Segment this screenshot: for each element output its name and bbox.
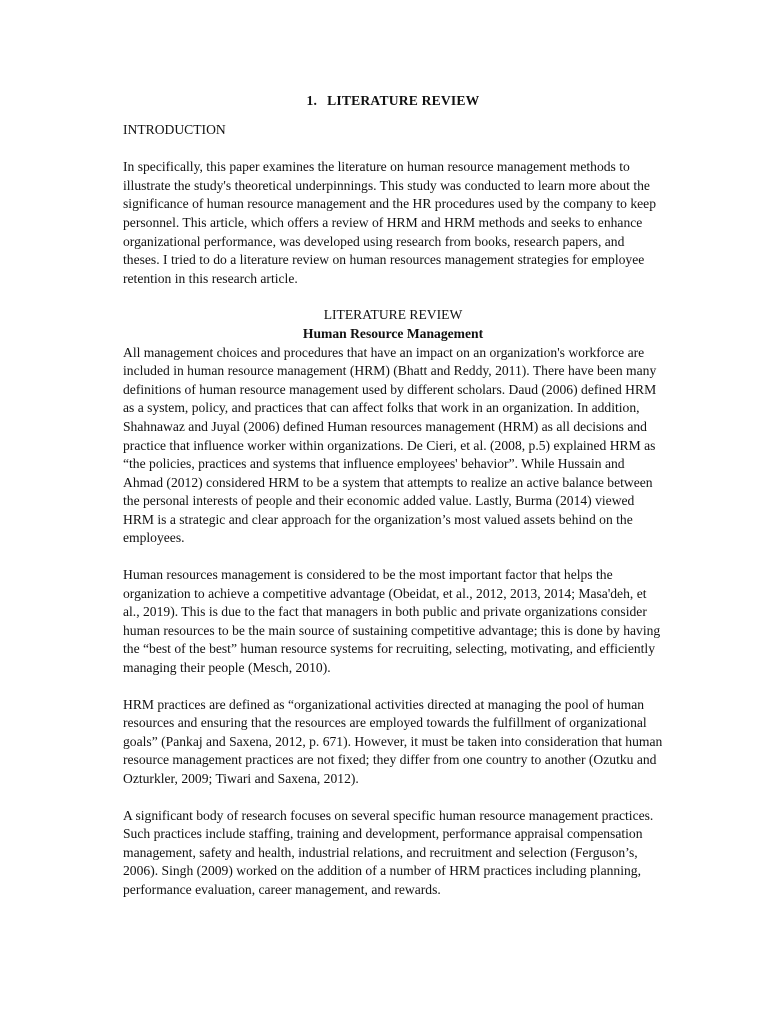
- section-title: LITERATURE REVIEW: [327, 93, 480, 108]
- section-heading: [123, 92, 663, 111]
- document-page: [123, 92, 663, 900]
- introduction-paragraph: In specifically, this paper examines the literature on human resource management methods to illustrate the study's theoretical underpinnings. This study was conducted to learn more about the significance of human resource management and the HR procedures used by the company to keep personnel. This article, which offers a review of HRM and HRM methods and seeks to enhance organizational performance, was developed using research from books, research papers, and theses. I tried to do a literature review on human resources management strategies for employee retention in this research article.: [123, 159, 656, 286]
- body-paragraph-hrm-definitions: All management choices and procedures that have an impact on an organization's workforce are included in human resource management (HRM) (Bhatt and Reddy, 2011). There have been many definitions of human resource management used by different scholars. Daud (2006) defined HRM as a system, policy, and practices that can affect folks that work in an organization. In addition, Shahnawaz and Juyal (2006) defined Human resources management (HRM) as all decisions and practice that influence worker within organizations. De Cieri, et al. (2008, p.5) explained HRM as “the policies, practices and systems that influence employees' behavior”. While Hussain and Ahmad (2012) considered HRM to be a system that attempts to realize an active balance between the personal interests of people and their economic added value. Lastly, Burma (2014) viewed HRM is a strategic and clear approach for the organization’s most valued assets behind on the employees.: [123, 344, 657, 546]
- section-number: 1.: [306, 93, 318, 108]
- hrm-subtitle: Human Resource Management: [302, 325, 484, 341]
- spacer: [123, 548, 663, 566]
- body-paragraph-competitive-advantage: Human resources management is considered to be the most important factor that helps the organization to achieve a competitive advantage (Obeidat, et al., 2012, 2013, 2014; Masa'deh, et al., 2019). This is due to the fact that managers in both public and private organizations consider human resources to be the main source of sustaining competitive advantage; this is done by having the “best of the best” human resource systems for recruiting, selecting, motivating, and efficiently managing their people (Mesch, 2010).: [123, 567, 661, 676]
- introduction-label: INTRODUCTION: [123, 121, 226, 137]
- body-paragraph-specific-practices: A significant body of research focuses on several specific human resource management practices. Such practices include staffing, training and development, performance appraisal compensation management, safety and health, industrial relations, and recruitment and selection (Ferguson’s, 2006). Singh (2009) worked on the addition of a number of HRM practices including planning, performance evaluation, career management, and rewards.: [123, 807, 654, 897]
- spacer: [123, 678, 663, 696]
- body-paragraph-hrm-practices: HRM practices are defined as “organizational activities directed at managing the pool of human resources and ensuring that the resources are employed towards the fulfillment of organizational goals” (Pankaj and Saxena, 2012, p. 671). However, it must be taken into consideration that human resource management practices are not fixed; they differ from one country to another (Ozutku and Ozturkler, 2009; Tiwari and Saxena, 2012).: [123, 696, 663, 786]
- spacer: [123, 288, 663, 306]
- literature-review-title: LITERATURE REVIEW: [323, 307, 463, 323]
- spacer: [123, 789, 663, 807]
